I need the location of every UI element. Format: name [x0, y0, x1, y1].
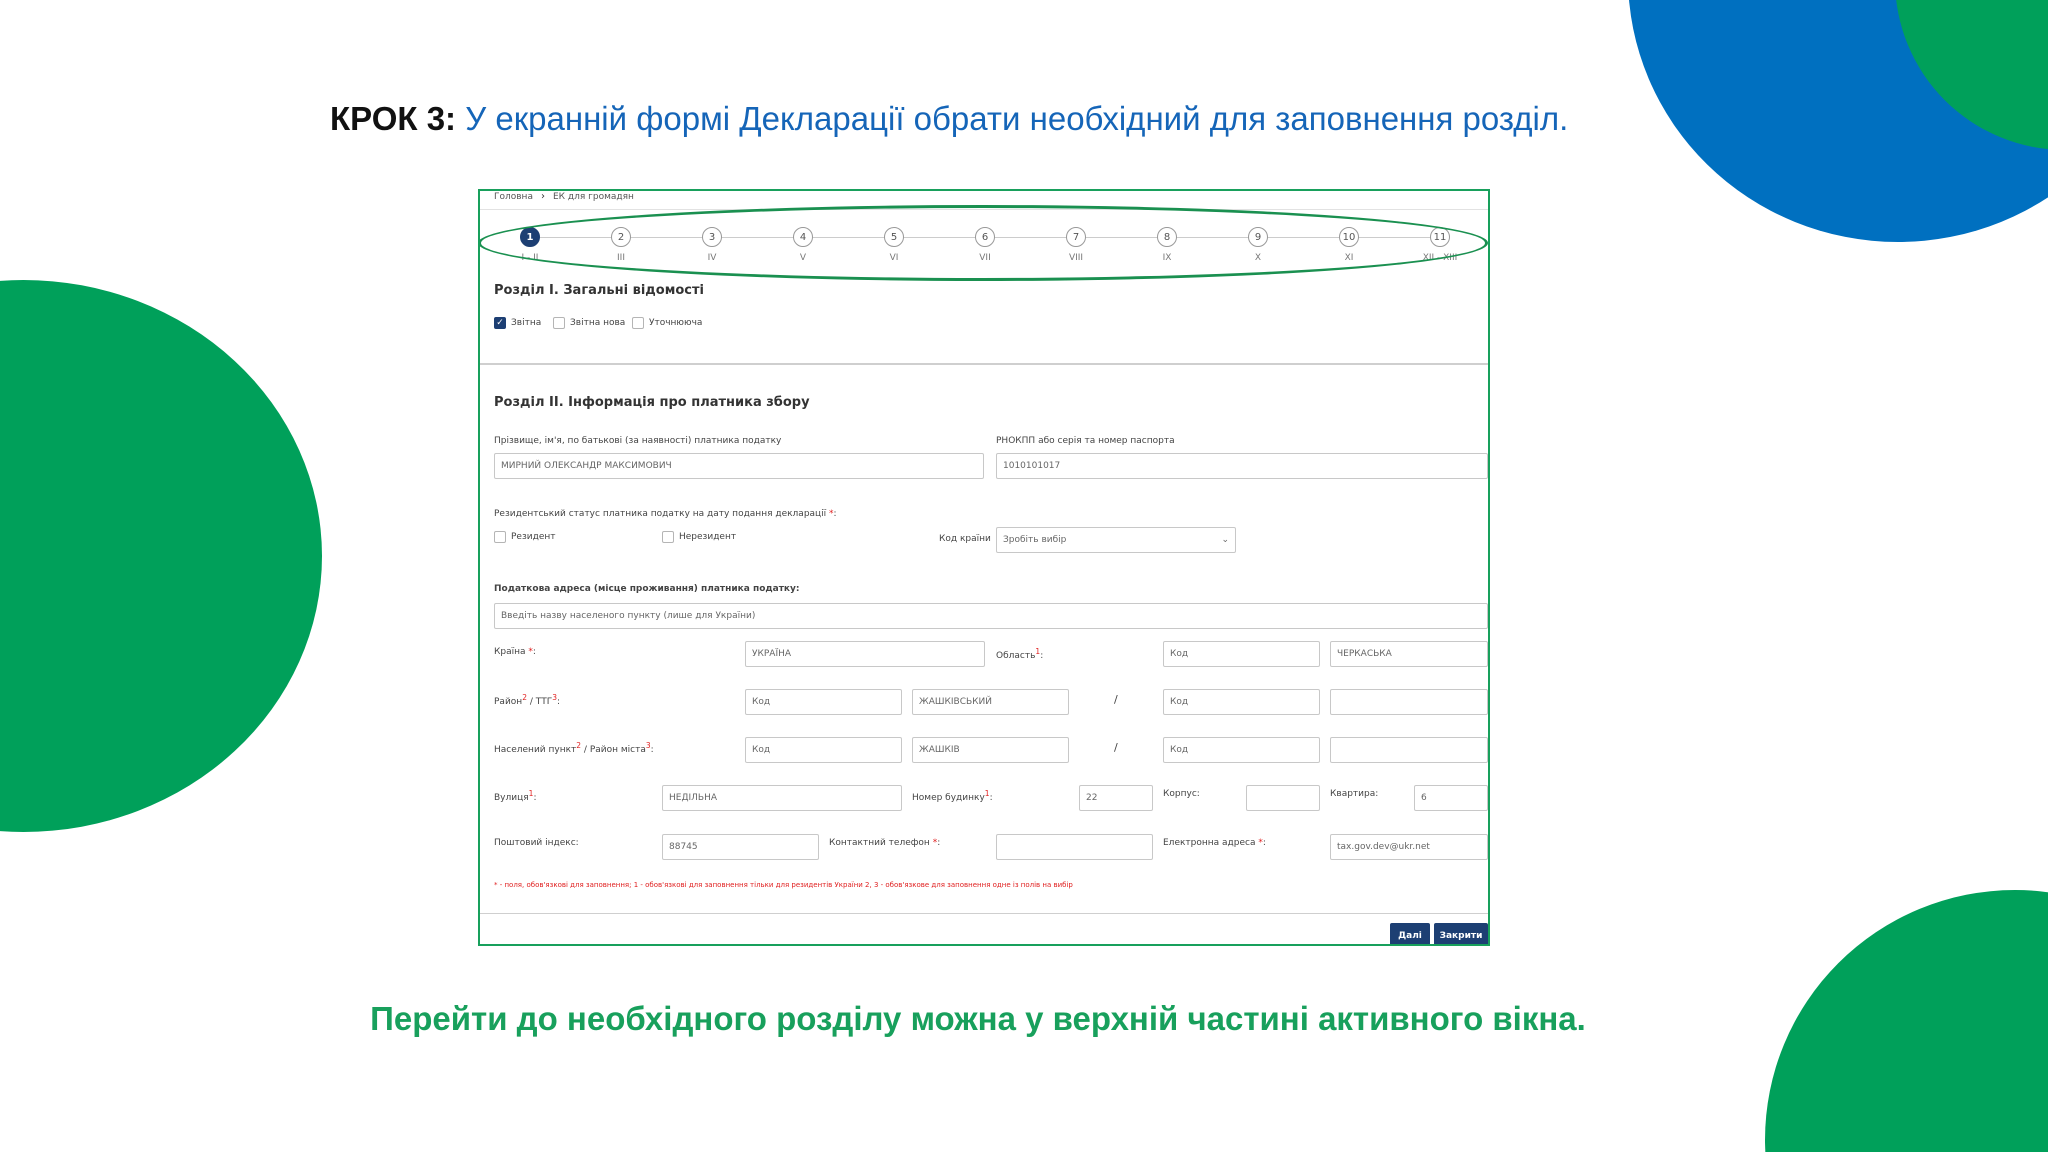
resident-option[interactable]: Резидент: [494, 531, 556, 543]
stepper-step-label-4: V: [799, 253, 807, 263]
district-label: Район$^2$ / ТТГ$^3$:: [494, 693, 561, 707]
stepper-step-1[interactable]: 1: [520, 227, 540, 247]
stepper-step-5[interactable]: 5: [884, 227, 904, 247]
stepper-highlight-ellipse: [478, 205, 1488, 281]
form-screenshot: [478, 189, 1490, 946]
address-search-field[interactable]: Введіть назву населеного пункту (лише для України): [494, 603, 1488, 629]
section-divider: [480, 363, 1488, 365]
district-field[interactable]: ЖАШКІВСЬКИЙ: [912, 689, 1069, 715]
building-label: Корпус:: [1163, 789, 1200, 799]
nonresident-option[interactable]: Нерезидент: [662, 531, 736, 543]
checkbox-checked-icon[interactable]: ✓: [494, 317, 506, 329]
name-label: Прізвище, ім'я, по батькові (за наявності) платника податку: [494, 436, 782, 446]
option-zvitna[interactable]: ✓ Звітна: [494, 317, 541, 329]
tax-id-field[interactable]: 1010101017: [996, 453, 1488, 479]
region-label: Область$^1$:: [996, 647, 1044, 661]
email-label: Електронна адреса *:: [1163, 838, 1266, 848]
building-field[interactable]: [1246, 785, 1320, 811]
region-code-field[interactable]: Код: [1163, 641, 1320, 667]
apartment-field[interactable]: 6: [1414, 785, 1488, 811]
breadcrumb-home[interactable]: Головна: [494, 191, 533, 202]
breadcrumb: [494, 191, 634, 202]
step-label: КРОК 3:: [330, 100, 457, 137]
decorative-green-circle-left: [0, 280, 322, 832]
phone-label: Контактний телефон *:: [829, 838, 941, 848]
house-field[interactable]: 22: [1079, 785, 1153, 811]
chevron-down-icon: ⌄: [1221, 535, 1229, 545]
locality-label: Населений пункт$^2$ / Район міста$^3$:: [494, 741, 654, 755]
option-zvitna-nova[interactable]: Звітна нова: [553, 317, 625, 329]
stepper-step-label-6: VII: [979, 253, 991, 263]
section1-title: Розділ І. Загальні відомості: [494, 283, 704, 298]
stepper-step-7[interactable]: 7: [1066, 227, 1086, 247]
stepper-step-9[interactable]: 9: [1248, 227, 1268, 247]
stepper-step-label-2: III: [617, 253, 625, 263]
stepper-step-label-1: I - II: [521, 253, 539, 263]
step-text: У екранній формі Декларації обрати необхідний для заповнення розділ.: [456, 100, 1569, 137]
email-field[interactable]: tax.gov.dev@ukr.net: [1330, 834, 1488, 860]
checkbox-icon[interactable]: [553, 317, 565, 329]
street-label: Вулиця$^1$:: [494, 789, 537, 803]
stepper-step-10[interactable]: 10: [1339, 227, 1359, 247]
chevron-right-icon: ›: [540, 191, 545, 202]
bottom-divider: [480, 913, 1488, 914]
ttg-field[interactable]: [1330, 689, 1488, 715]
locality-field[interactable]: ЖАШКІВ: [912, 737, 1069, 763]
name-field[interactable]: МИРНИЙ ОЛЕКСАНДР МАКСИМОВИЧ: [494, 453, 984, 479]
section2-title: Розділ ІІ. Інформація про платника збору: [494, 395, 810, 410]
resident-status-label: Резидентський статус платника податку на дату подання декларації *:: [494, 509, 837, 519]
street-field[interactable]: НЕДІЛЬНА: [662, 785, 902, 811]
stepper-step-label-5: VI: [889, 253, 899, 263]
country-field[interactable]: УКРАЇНА: [745, 641, 985, 667]
region-field[interactable]: ЧЕРКАСЬКА: [1330, 641, 1488, 667]
locality-code-field[interactable]: Код: [745, 737, 902, 763]
bottom-note: Перейти до необхідного розділу можна у верхній частині активного вікна.: [370, 1000, 1586, 1037]
ttg-code-field[interactable]: Код: [1163, 689, 1320, 715]
breadcrumb-current[interactable]: ЕК для громадян: [552, 191, 634, 202]
address-label: Податкова адреса (місце проживання) платника податку:: [494, 584, 800, 594]
next-button[interactable]: Далі: [1390, 923, 1430, 946]
country-code-select[interactable]: Зробіть вибір ⌄: [996, 527, 1236, 553]
phone-field[interactable]: [996, 834, 1153, 860]
stepper-step-label-9: X: [1254, 253, 1262, 263]
option-utochniuiucha[interactable]: Уточнююча: [632, 317, 702, 329]
checkbox-icon[interactable]: [662, 531, 674, 543]
postcode-label: Поштовий індекс:: [494, 838, 579, 848]
locality-slash: /: [1114, 741, 1118, 754]
stepper-step-8[interactable]: 8: [1157, 227, 1177, 247]
stepper-step-label-10: XI: [1344, 253, 1354, 263]
apartment-label: Квартира:: [1330, 789, 1379, 799]
stepper-step-4[interactable]: 4: [793, 227, 813, 247]
house-label: Номер будинку$^1$:: [912, 789, 993, 803]
stepper-step-11[interactable]: 11: [1430, 227, 1450, 247]
city-district-code-field[interactable]: Код: [1163, 737, 1320, 763]
tax-id-label: РНОКПП або серія та номер паспорта: [996, 436, 1175, 446]
required-footnote: * - поля, обов'язкові для заповнення; 1 - обов'язкові для заповнення тільки для резидентів України 2, 3 - обов'язкове для заповнення одне із полів на вибір: [494, 881, 1073, 889]
stepper-step-label-8: IX: [1162, 253, 1172, 263]
stepper-step-label-11: XII - XIII: [1422, 253, 1458, 263]
district-slash: /: [1114, 693, 1118, 706]
city-district-field[interactable]: [1330, 737, 1488, 763]
checkbox-icon[interactable]: [632, 317, 644, 329]
close-button[interactable]: Закрити: [1434, 923, 1488, 946]
stepper-step-2[interactable]: 2: [611, 227, 631, 247]
district-code-field[interactable]: Код: [745, 689, 902, 715]
country-label: Країна *:: [494, 647, 536, 657]
stepper-step-label-3: IV: [707, 253, 717, 263]
stepper-step-label-7: VIII: [1068, 253, 1084, 263]
stepper-step-3[interactable]: 3: [702, 227, 722, 247]
stepper-step-6[interactable]: 6: [975, 227, 995, 247]
step-heading: [330, 100, 1568, 138]
checkbox-icon[interactable]: [494, 531, 506, 543]
country-code-label: Код країни: [939, 534, 991, 544]
postcode-field[interactable]: 88745: [662, 834, 819, 860]
